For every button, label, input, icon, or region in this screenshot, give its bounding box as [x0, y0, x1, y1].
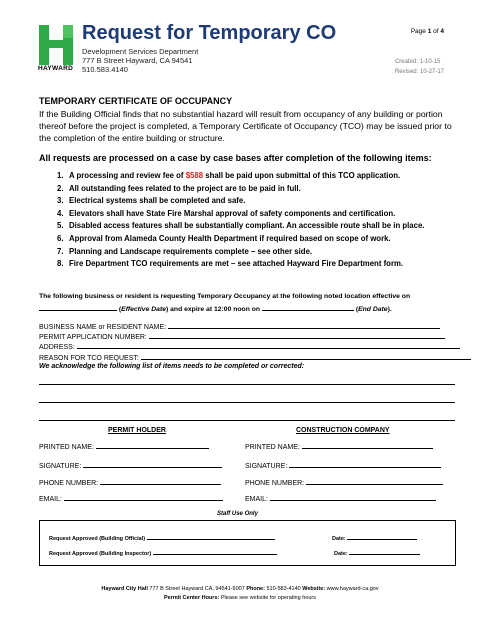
dept-name: Development Services Department	[82, 47, 199, 56]
list-item: 4. Elevators shall have State Fire Marshal approval of safety components and certification.	[57, 208, 396, 218]
holder-phone-field[interactable]	[100, 477, 221, 485]
section-heading: TEMPORARY CERTIFICATE OF OCCUPANCY	[39, 96, 233, 106]
created-date: Created: 1-10-15	[394, 59, 441, 65]
holder-email-row: EMAIL:	[39, 493, 223, 503]
list-item: 2. All outstanding fees related to the project are to be paid in full.	[57, 183, 301, 193]
company-email-row: EMAIL:	[245, 493, 436, 503]
footer-contact: Hayward City Hall 777 B Street Hayward CA, 94541-5007 Phone: 510-583-4140 Website: www.hayward-ca.gov	[101, 586, 379, 592]
footer-hours: Permit Center Hours: Please see website for operating hours	[164, 595, 316, 601]
effective-date-field[interactable]	[39, 303, 117, 311]
intro-paragraph: If the Building Official finds that no substantial hazard will result from occupancy of any building or portion thereof before the project is completed, a Temporary Certificate of Occupancy (TCO) may be issued prior to the completion of the entire building or structure.	[39, 109, 452, 143]
revised-date: Revised: 10-27-17	[394, 69, 444, 75]
company-printed-name-field[interactable]	[302, 441, 433, 449]
holder-printed-name-field[interactable]	[96, 441, 209, 449]
correction-line[interactable]	[39, 402, 455, 403]
logo-wordmark: HAYWARD	[38, 65, 74, 72]
list-item: 3. Electrical systems shall be completed and safe.	[57, 196, 246, 206]
dept-address: 777 B Street Hayward, CA 94541	[82, 56, 193, 65]
permit-holder-heading: PERMIT HOLDER	[108, 427, 166, 434]
page-title: Request for Temporary CO	[82, 22, 337, 44]
company-phone-field[interactable]	[306, 477, 443, 485]
company-signature-field[interactable]	[289, 460, 441, 468]
list-item: 7. Planning and Landscape requirements complete – see other side.	[57, 246, 313, 256]
holder-signature-field[interactable]	[83, 460, 222, 468]
staff-approval-box	[39, 520, 456, 566]
form-dates	[395, 57, 444, 77]
company-printed-name-row: PRINTED NAME:	[245, 441, 433, 451]
department-info	[82, 47, 198, 74]
list-item: 1. A processing and review fee of $588 shall be paid upon submittal of this TCO application.	[57, 171, 401, 180]
request-statement: The following business or resident is requesting Temporary Occupancy at the following noted location effective on (Effective Date) and expire at 12:00 noon on (End Date).	[39, 293, 411, 313]
inspector-approval-row: Request Approved (Building Inspector)	[49, 549, 277, 557]
official-approval-field[interactable]	[147, 534, 275, 540]
requirements-list	[57, 170, 467, 271]
dept-phone: 510.583.4140	[82, 65, 128, 74]
staff-use-label: Staff Use Only	[217, 511, 258, 517]
holder-phone-row: PHONE NUMBER:	[39, 477, 221, 487]
reason-field[interactable]	[141, 352, 471, 360]
business-name-row: BUSINESS NAME or RESIDENT NAME:	[39, 321, 440, 331]
holder-email-field[interactable]	[64, 493, 223, 501]
construction-company-heading: CONSTRUCTION COMPANY	[296, 427, 390, 434]
official-date-field[interactable]	[347, 534, 417, 540]
fee-amount: $588	[185, 171, 204, 180]
list-item: 6. Approval from Alameda County Health Department if required based on scope of work.	[57, 233, 391, 243]
hayward-logo-icon	[39, 25, 73, 65]
correction-line[interactable]	[39, 384, 455, 385]
inspector-date-row: Date:	[334, 549, 420, 557]
list-item: 5. Disabled access features shall be substantially compliant. An accessible route shall be in place.	[57, 221, 425, 231]
page-number: Page 1 of 4	[410, 28, 444, 35]
company-phone-row: PHONE NUMBER:	[245, 477, 443, 487]
permit-number-field[interactable]	[149, 331, 445, 339]
permit-number-row: PERMIT APPLICATION NUMBER:	[39, 331, 445, 341]
inspector-date-field[interactable]	[349, 549, 420, 555]
requirements-lead: All requests are processed on a case by case bases after completion of the following items:	[39, 153, 432, 163]
inspector-approval-field[interactable]	[153, 549, 277, 555]
address-field[interactable]	[77, 341, 460, 349]
official-approval-row: Request Approved (Building Official)	[49, 534, 275, 542]
business-name-field[interactable]	[168, 321, 440, 329]
company-signature-row: SIGNATURE:	[245, 460, 441, 470]
address-row: ADDRESS:	[39, 341, 460, 351]
list-item: 8. Fire Department TCO requirements are met – see attached Hayward Fire Department form.	[57, 259, 404, 269]
reason-row: REASON FOR TCO REQUEST:	[39, 352, 471, 362]
end-date-field[interactable]	[262, 303, 354, 311]
holder-printed-name-row: PRINTED NAME:	[39, 441, 209, 451]
correction-line[interactable]	[39, 420, 455, 421]
company-email-field[interactable]	[270, 493, 436, 501]
acknowledgement-text: We acknowledge the following list of items needs to be completed or corrected:	[39, 363, 305, 370]
holder-signature-row: SIGNATURE:	[39, 460, 222, 470]
official-date-row: Date:	[332, 534, 417, 542]
